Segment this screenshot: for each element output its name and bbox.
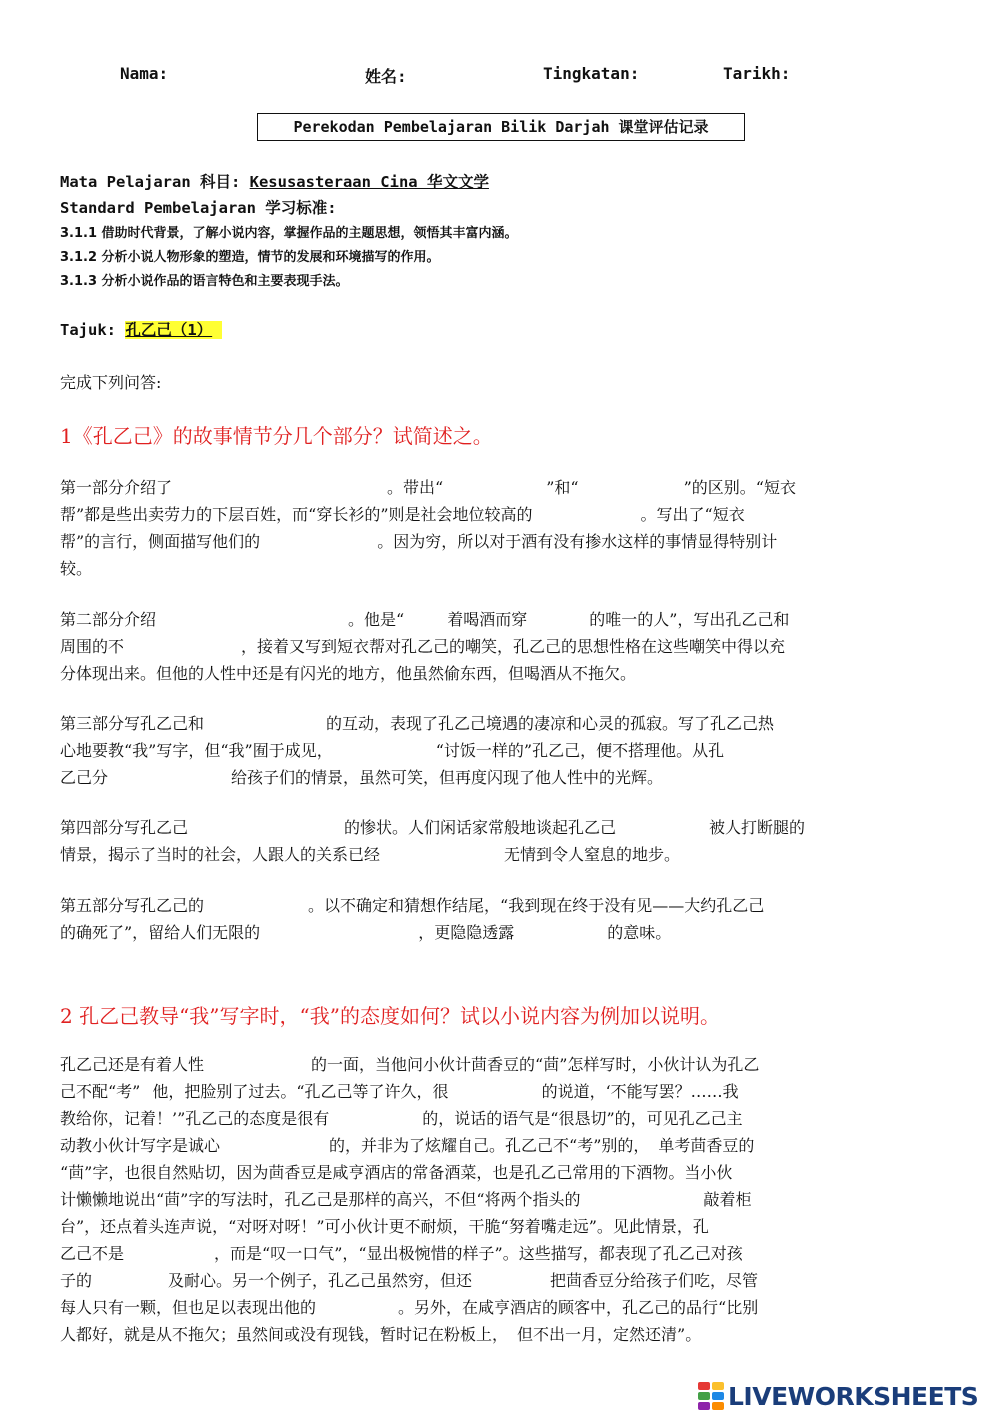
text: 。因为穷，所以对于酒有没有掺水这样的事情显得特别计 (377, 532, 778, 551)
text: 人都好，就是从不拖欠；虽然间或没有现钱，暂时记在粉板上， (60, 1325, 509, 1344)
text: 第一部分介绍了 (60, 478, 173, 497)
question-1-title: 1《孔乙己》的故事情节分几个部分？试简述之。 (60, 424, 493, 448)
text: 每人只有一颗，但也足以表现出他的 (60, 1298, 317, 1317)
text: 给孩子们的情景，虽然可笑，但再度闪现了他人性中的光辉。 (231, 768, 664, 787)
form-label: Tingkatan: (543, 64, 640, 83)
subject-label: Mata Pelajaran 科目: (60, 173, 250, 191)
text: 教给你，记着！’”孔乙己的态度是很有 (60, 1109, 330, 1128)
q2-answer (60, 1051, 940, 1348)
q1-part-3 (60, 710, 940, 791)
text: 第二部分介绍 (60, 610, 157, 629)
text: 的确死了”，留给人们无限的 (60, 923, 261, 942)
text: 第四部分写孔乙己 (60, 818, 189, 837)
topic-value: 孔乙己（1） (125, 321, 222, 339)
text: ”的区别。“短衣 (683, 478, 796, 497)
text: 分体现出来。但他的人性中还是有闪光的地方，他虽然偷东西，但喝酒从不拖欠。 (60, 664, 637, 683)
text: 较。 (60, 559, 93, 578)
text: ，接着又写到短衣帮对孔乙己的嘲笑，孔乙己的思想性格在这些嘲笑中得以充 (241, 637, 786, 656)
subject-value: Kesusasteraan Cina 华文文学 (249, 173, 489, 191)
text: 心地要教“我”写字，但“我”囿于成见， (60, 741, 333, 760)
topic-label: Tajuk: (60, 321, 126, 339)
q1-part-2 (60, 606, 940, 687)
text: 被人打断腿的 (709, 818, 806, 837)
text: 己不配“考” (60, 1082, 141, 1101)
question-2-title: 2 孔乙己教导“我”写字时，“我”的态度如何？试以小说内容为例加以说明。 (60, 1004, 720, 1028)
text: 动教小伙计写字是诚心 (60, 1136, 221, 1155)
text: 第五部分写孔乙己的 (60, 896, 205, 915)
text: 但不出一月，定然还清”。 (517, 1325, 702, 1344)
text: 子的 (60, 1271, 93, 1290)
text: 的，并非为了炫耀自己。孔乙己不“考”别的， (329, 1136, 650, 1155)
text: ，而是“叹一口气”，“显出极惋惜的样子”。这些描写，都表现了孔乙己对孩 (214, 1244, 743, 1263)
text: 的唯一的人”，写出孔乙己和 (589, 610, 790, 629)
text: 的，说话的语气是“很恳切”的，可见孔乙己主 (422, 1109, 743, 1128)
logo-square (712, 1392, 724, 1400)
text: 及耐心。另一个例子，孔乙己虽然穷，但还 (168, 1271, 473, 1290)
q1-part-5 (60, 892, 940, 946)
liveworksheets-logo-icon (698, 1382, 724, 1410)
text: 他，把脸别了过去。“孔乙己等了许久，很 (152, 1082, 449, 1101)
q1-part-4 (60, 814, 940, 868)
logo-square (712, 1402, 724, 1410)
text: 把茴香豆分给孩子们吃，尽管 (550, 1271, 759, 1290)
date-label: Tarikh: (723, 64, 791, 83)
logo-square (698, 1402, 710, 1410)
text: 帮”的言行，侧面描写他们的 (60, 532, 261, 551)
text: 敲着柜 (703, 1190, 752, 1209)
text: 单考茴香豆的 (658, 1136, 755, 1155)
text: 乙己分 (60, 768, 109, 787)
q1-part-1 (60, 474, 940, 582)
instruction: 完成下列问答: (60, 373, 162, 392)
text: 周围的不 (60, 637, 125, 656)
text: 的说道，‘不能写罢？……我 (541, 1082, 739, 1101)
name-label: Nama: (120, 64, 169, 83)
logo-text: LIVEWORKSHEETS (728, 1381, 979, 1411)
text: 计懒懒地说出“茴”字的写法时，孔乙己是那样的高兴，不但“将两个指头的 (60, 1190, 581, 1209)
document-title: Perekodan Pembelajaran Bilik Darjah 课堂评估记录 (257, 113, 745, 141)
logo-square (698, 1382, 710, 1390)
topic-line (60, 318, 222, 340)
standard-label: Standard Pembelajaran 学习标准: (60, 199, 337, 217)
text: “茴”字，也很自然贴切，因为茴香豆是咸亨酒店的常备酒菜，也是孔乙己常用的下酒物。当小伙 (60, 1163, 733, 1182)
text: 。写出了“短衣 (640, 505, 745, 524)
logo-square (712, 1382, 724, 1390)
text: 。以不确定和猜想作结尾，“我到现在终于没有见——大约孔乙己 (308, 896, 765, 915)
text: 的意味。 (607, 923, 672, 942)
text: “讨饭一样的”孔乙己，便不搭理他。从孔 (435, 741, 725, 760)
standard-item: 3.1.1 借助时代背景，了解小说内容，掌握作品的主题思想，领悟其丰富内涵。 (60, 226, 518, 241)
text: 孔乙己还是有着人性 (60, 1055, 205, 1074)
chinese-name-label: 姓名: (365, 67, 407, 86)
text: 台”，还点着头连声说，“对呀对呀！”可小伙计更不耐烦，干脆“努着嘴走远”。见此情景，孔 (60, 1217, 709, 1236)
text: 第三部分写孔乙己和 (60, 714, 205, 733)
text: 无情到令人窒息的地步。 (504, 845, 681, 864)
text: 的一面，当他问小伙计茴香豆的“茴”怎样写时，小伙计认为孔乙 (311, 1055, 760, 1074)
standard-item: 3.1.3 分析小说作品的语言特色和主要表现手法。 (60, 274, 349, 289)
text: 乙己不是 (60, 1244, 125, 1263)
text: 。另外，在咸亨酒店的顾客中，孔乙己的品行“比别 (398, 1298, 759, 1317)
standard-item: 3.1.2 分析小说人物形象的塑造，情节的发展和环境描写的作用。 (60, 250, 440, 265)
text: ，更隐隐透露 (418, 923, 515, 942)
text: 帮”都是些出卖劳力的下层百姓，而“穿长衫的”则是社会地位较高的 (60, 505, 533, 524)
text: 。他是“ (348, 610, 405, 629)
text: 情景，揭示了当时的社会，人跟人的关系已经 (60, 845, 381, 864)
text: 的惨状。人们闲话家常般地谈起孔乙己 (344, 818, 617, 837)
liveworksheets-logo (698, 1378, 978, 1414)
text: 。带出“ (387, 478, 444, 497)
text: 着喝酒而穿 (447, 610, 528, 629)
text: 的互动，表现了孔乙己境遇的凄凉和心灵的孤寂。写了孔乙己热 (326, 714, 775, 733)
text: ”和“ (546, 478, 579, 497)
subject-line (60, 170, 489, 192)
logo-square (698, 1392, 710, 1400)
